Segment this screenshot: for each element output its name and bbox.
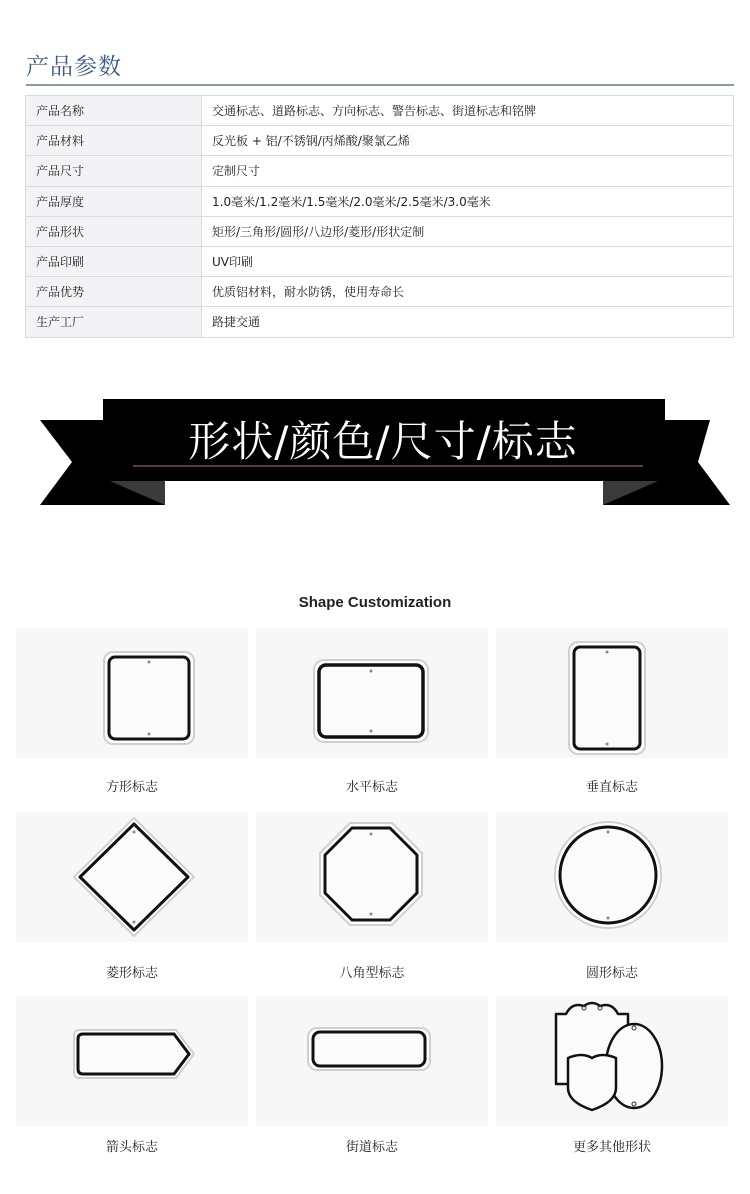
param-key: 产品尺寸 <box>26 156 202 186</box>
param-key: 生产工厂 <box>26 307 202 337</box>
square-sign-icon <box>16 628 248 758</box>
param-value: 1.0毫米/1.2毫米/1.5毫米/2.0毫米/2.5毫米/3.0毫米 <box>202 186 734 216</box>
table-row <box>26 246 734 276</box>
param-key: 产品名称 <box>26 96 202 126</box>
table-row <box>26 277 734 307</box>
shape-label: 圆形标志 <box>585 966 638 981</box>
section-title: 产品参数 <box>26 54 122 80</box>
table-row <box>26 96 734 126</box>
arrow-sign-icon <box>16 996 248 1126</box>
shape-label: 水平标志 <box>345 780 398 795</box>
shape-label: 八角型标志 <box>339 966 405 981</box>
param-key: 产品形状 <box>26 216 202 246</box>
shape-label: 箭头标志 <box>105 1140 158 1155</box>
diamond-sign-icon <box>16 812 248 942</box>
vertical-sign-icon <box>496 628 728 758</box>
param-key: 产品印刷 <box>26 246 202 276</box>
table-row <box>26 216 734 246</box>
octagon-sign-icon <box>256 812 488 942</box>
shape-label: 垂直标志 <box>585 780 638 795</box>
param-value: 路捷交通 <box>202 307 734 337</box>
table-row <box>26 156 734 186</box>
shape-label: 街道标志 <box>345 1140 398 1155</box>
title-rule <box>26 84 734 86</box>
param-value: 定制尺寸 <box>202 156 734 186</box>
horizontal-sign-icon <box>256 628 488 758</box>
circle-sign-icon <box>496 812 728 942</box>
param-value: 反光板 + 铝/不锈钢/丙烯酸/聚氯乙烯 <box>202 126 734 156</box>
param-value: 矩形/三角形/圆形/八边形/菱形/形状定制 <box>202 216 734 246</box>
shape-label: 菱形标志 <box>105 966 158 981</box>
params-table <box>25 95 734 338</box>
custom-shapes-icon <box>496 996 728 1126</box>
banner-title: 形状/颜色/尺寸/标志 <box>188 417 578 466</box>
param-value: 优质铝材料，耐水防锈，使用寿命长 <box>202 277 734 307</box>
street-sign-icon <box>256 996 488 1126</box>
table-row <box>26 307 734 337</box>
shape-label: 方形标志 <box>105 780 158 795</box>
table-row <box>26 126 734 156</box>
param-value: UV印刷 <box>202 246 734 276</box>
param-key: 产品材料 <box>26 126 202 156</box>
shape-heading: Shape Customization <box>298 594 452 611</box>
param-key: 产品厚度 <box>26 186 202 216</box>
table-row <box>26 186 734 216</box>
param-key: 产品优势 <box>26 277 202 307</box>
shape-label: 更多其他形状 <box>572 1140 651 1155</box>
param-value: 交通标志、道路标志、方向标志、警告标志、街道标志和铭牌 <box>202 96 734 126</box>
